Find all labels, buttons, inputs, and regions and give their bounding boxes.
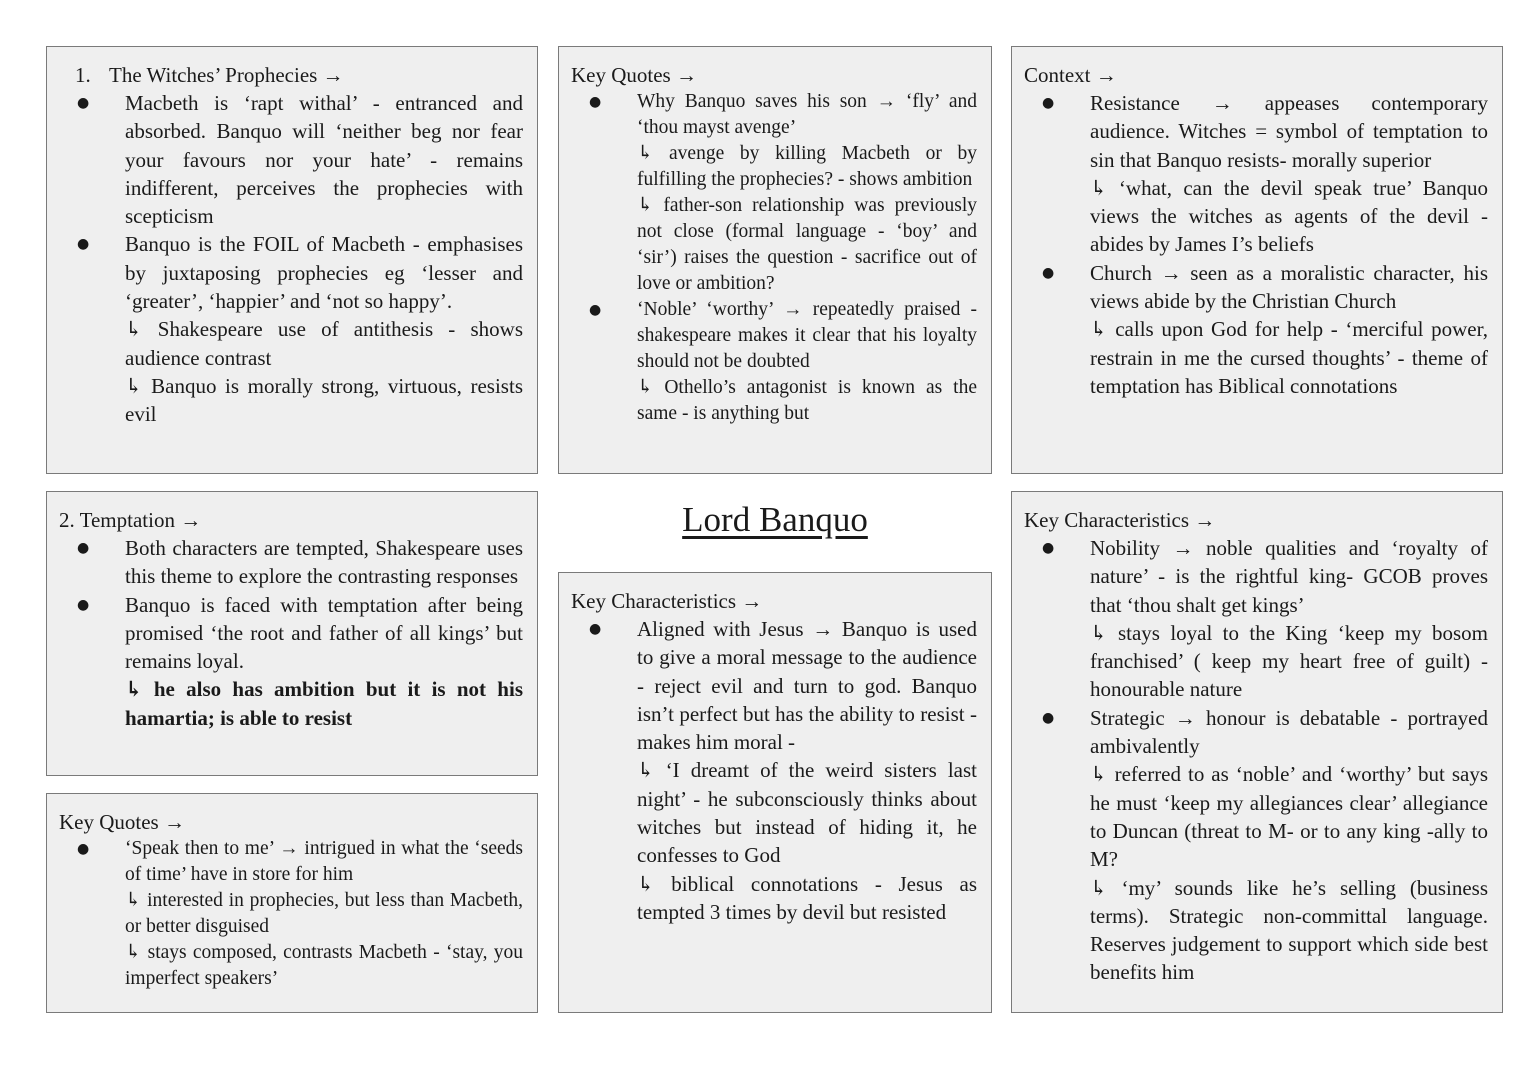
panel-temptation <box>46 491 538 776</box>
bullet-text: ‘Speak then to me’ → intrigued in what the ‘seeds of time’ have in store for him <box>125 838 523 885</box>
bullet-item <box>571 615 977 926</box>
bullet-text: Resistance → appeases contemporary audience. Witches = symbol of temptation to sin that Banquo resists- morally superior <box>1090 91 1488 172</box>
panel-heading: Key Characteristics → <box>571 589 763 613</box>
bullet-text: Aligned with Jesus → Banquo is used to give a moral message to the audience - reject evil and turn to god. Banquo isn’t perfect but has the ability to resist - makes him moral - <box>637 617 977 755</box>
panel-heading: Context → <box>1024 63 1117 87</box>
bullet-item <box>1024 259 1488 400</box>
panel-heading: Key Characteristics → <box>1024 508 1216 532</box>
bullet-text: ‘Noble’ ‘worthy’ → repeatedly praised - shakespeare makes it clear that his loyalty should not be doubted <box>637 299 977 372</box>
sub-point: ↳ calls upon God for help - ‘merciful power, restrain in me the cursed thoughts’ - theme of temptation has Biblical connotations <box>1090 317 1488 398</box>
bullet-text: Macbeth is ‘rapt withal’ - entranced and absorbed. Banquo will ‘neither beg nor fear your favours nor your hate’ - remains indifferent, perceives the prophecies with scepticism <box>125 91 523 229</box>
sub-point: ↳ Othello’s antagonist is known as the same - is anything but <box>637 377 977 424</box>
bullet-text: Both characters are tempted, Shakespeare uses this theme to explore the contrasting responses <box>125 536 523 589</box>
sub-point: ↳ ‘my’ sounds like he’s selling (business terms). Strategic non-committal language. Reserves judgement to support which side best benefits him <box>1090 875 1488 985</box>
panel-witches-prophecies <box>46 46 538 474</box>
bullet-item <box>59 230 523 428</box>
bullet-item <box>571 89 977 297</box>
sub-point-bold <box>125 675 523 732</box>
sub-point: ↳ biblical connotations - Jesus as tempted 3 times by devil but resisted <box>637 871 977 924</box>
panel-key-characteristics-right <box>1011 491 1503 1013</box>
bullet-item <box>1024 89 1488 259</box>
page-title: Lord Banquo <box>682 500 868 539</box>
bullet-item <box>59 534 523 591</box>
bullet-text: Church → seen as a moralistic character, his views abide by the Christian Church <box>1090 260 1488 314</box>
panel-key-quotes-top <box>558 46 992 474</box>
bullet-text: Why Banquo saves his son → ‘fly’ and ‘thou mayst avenge’ <box>637 91 977 138</box>
panel-heading <box>59 61 523 89</box>
bullet-text: Banquo is faced with temptation after being promised ‘the root and father of all kings’ but remains loyal. <box>125 592 523 674</box>
sub-point: ↳ stays loyal to the King ‘keep my bosom franchised’ ( keep my heart free of guilt) - honourable nature <box>1090 620 1488 702</box>
bullet-item <box>59 591 523 732</box>
sub-point: ↳ ‘what, can the devil speak true’ Banquo views the witches as agents of the devil - abides by James I’s beliefs <box>1090 175 1488 257</box>
sub-point: ↳ ‘I dreamt of the weird sisters last night’ - he subconsciously thinks about witches but instead of hiding it, he confesses to God <box>637 758 977 868</box>
bold-text: ↳ he also has ambition but it is not his hamartia; is able to resist <box>125 677 523 730</box>
sub-point: ↳ father-son relationship was previously not close (formal language - ‘boy’ and ‘sir’) raises the question - sacrifice out of love or ambition? <box>637 195 977 294</box>
panel-key-quotes-bottom <box>46 793 538 1013</box>
bullet-item <box>571 297 977 427</box>
bullet-item <box>59 89 523 230</box>
bullet-item <box>1024 704 1488 987</box>
sub-point: ↳ stays composed, contrasts Macbeth - ‘stay, you imperfect speakers’ <box>125 942 523 989</box>
sub-point: ↳ Banquo is morally strong, virtuous, resists evil <box>125 373 523 427</box>
panel-heading: Key Quotes → <box>571 63 697 87</box>
heading-text: The Witches’ Prophecies → <box>109 63 344 87</box>
bullet-item <box>1024 534 1488 704</box>
panel-heading: 2. Temptation → <box>59 508 202 532</box>
panel-key-characteristics-middle <box>558 572 992 1013</box>
sub-point: ↳ interested in prophecies, but less than Macbeth, or better disguised <box>125 890 523 937</box>
bullet-text: Banquo is the FOIL of Macbeth - emphasises by juxtaposing prophecies eg ‘lesser and ‘greater’, ‘happier’ and ‘not so happy’. <box>125 232 523 314</box>
bullet-item <box>59 836 523 992</box>
bullet-text: Nobility → noble qualities and ‘royalty of nature’ - is the rightful king- GCOB proves that ‘thou shalt get kings’ <box>1090 536 1488 617</box>
panel-heading: Key Quotes → <box>59 810 185 834</box>
sub-point: ↳ Shakespeare use of antithesis - shows audience contrast <box>125 317 523 370</box>
sub-point: ↳ referred to as ‘noble’ and ‘worthy’ but says he must ‘keep my allegiances clear’ allegiance to Duncan (threat to M- or to any king -ally to M? <box>1090 762 1488 872</box>
section-number: 1. <box>75 63 91 87</box>
sub-point: ↳ avenge by killing Macbeth or by fulfilling the prophecies? - shows ambition <box>637 143 977 190</box>
panel-context <box>1011 46 1503 474</box>
bullet-text: Strategic → honour is debatable - portrayed ambivalently <box>1090 705 1488 759</box>
